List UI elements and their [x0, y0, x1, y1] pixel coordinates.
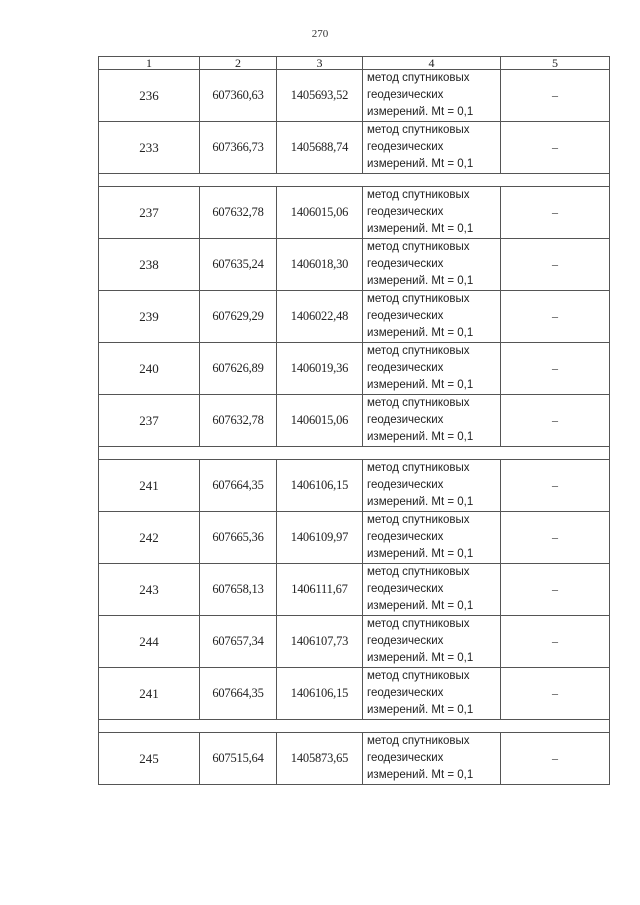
point-number-cell: 238 — [99, 239, 200, 291]
table-row — [99, 616, 610, 668]
y-coordinate-cell: 1406106,15 — [277, 668, 363, 720]
x-coordinate-cell: 607360,63 — [200, 70, 277, 122]
y-coordinate-cell: 1406022,48 — [277, 291, 363, 343]
method-cell — [363, 122, 501, 174]
table-row — [99, 395, 610, 447]
method-text-line: геодезических — [367, 206, 444, 218]
point-number-cell: 233 — [99, 122, 200, 174]
method-text-line: метод спутниковых — [367, 566, 470, 578]
method-text-line: измерений. Mt = 0,1 — [367, 106, 474, 118]
page-number: 270 — [311, 28, 329, 40]
method-cell — [363, 512, 501, 564]
method-text-line: метод спутниковых — [367, 462, 470, 474]
x-coordinate-cell: 607515,64 — [200, 733, 277, 785]
method-text-line: метод спутниковых — [367, 241, 470, 253]
table-row — [99, 512, 610, 564]
method-text-line: геодезических — [367, 531, 444, 543]
header-col-4: 4 — [363, 57, 501, 70]
y-coordinate-cell: 1406019,36 — [277, 343, 363, 395]
y-coordinate-cell: 1406107,73 — [277, 616, 363, 668]
method-cell — [363, 291, 501, 343]
point-number-cell: 245 — [99, 733, 200, 785]
col5-cell: – — [501, 512, 610, 564]
x-coordinate-cell: 607632,78 — [200, 187, 277, 239]
group-separator-row — [99, 720, 610, 733]
group-separator-row — [99, 174, 610, 187]
coordinates-table — [98, 56, 610, 785]
table-row — [99, 564, 610, 616]
method-cell — [363, 343, 501, 395]
method-text-line: измерений. Mt = 0,1 — [367, 600, 474, 612]
x-coordinate-cell: 607629,29 — [200, 291, 277, 343]
method-cell — [363, 460, 501, 512]
col5-cell: – — [501, 395, 610, 447]
table-row — [99, 668, 610, 720]
method-text-line: геодезических — [367, 635, 444, 647]
point-number-cell: 243 — [99, 564, 200, 616]
method-text-line: геодезических — [367, 583, 444, 595]
table-body — [99, 70, 610, 785]
method-text-line: измерений. Mt = 0,1 — [367, 548, 474, 560]
x-coordinate-cell: 607626,89 — [200, 343, 277, 395]
table-row — [99, 460, 610, 512]
y-coordinate-cell: 1405688,74 — [277, 122, 363, 174]
method-text-line: измерений. Mt = 0,1 — [367, 275, 474, 287]
table-header-row — [99, 57, 610, 70]
y-coordinate-cell: 1406109,97 — [277, 512, 363, 564]
method-text-line: измерений. Mt = 0,1 — [367, 379, 474, 391]
header-col-3: 3 — [277, 57, 363, 70]
table-row — [99, 187, 610, 239]
method-cell — [363, 733, 501, 785]
method-text-line: измерений. Mt = 0,1 — [367, 158, 474, 170]
x-coordinate-cell: 607635,24 — [200, 239, 277, 291]
method-text-line: геодезических — [367, 414, 444, 426]
point-number-cell: 241 — [99, 668, 200, 720]
col5-cell: – — [501, 668, 610, 720]
method-text-line: геодезических — [367, 310, 444, 322]
coordinates-table-container — [98, 56, 609, 785]
header-col-5: 5 — [501, 57, 610, 70]
method-text-line: измерений. Mt = 0,1 — [367, 431, 474, 443]
col5-cell: – — [501, 343, 610, 395]
method-text-line: измерений. Mt = 0,1 — [367, 496, 474, 508]
x-coordinate-cell: 607665,36 — [200, 512, 277, 564]
col5-cell: – — [501, 291, 610, 343]
col5-cell: – — [501, 239, 610, 291]
group-separator-cell — [99, 174, 610, 187]
x-coordinate-cell: 607664,35 — [200, 460, 277, 512]
col5-cell: – — [501, 187, 610, 239]
method-text-line: метод спутниковых — [367, 345, 470, 357]
method-text-line: измерений. Mt = 0,1 — [367, 704, 474, 716]
method-text-line: измерений. Mt = 0,1 — [367, 652, 474, 664]
method-cell — [363, 564, 501, 616]
x-coordinate-cell: 607664,35 — [200, 668, 277, 720]
method-text-line: геодезических — [367, 479, 444, 491]
method-text-line: геодезических — [367, 141, 444, 153]
point-number-cell: 244 — [99, 616, 200, 668]
method-text-line: метод спутниковых — [367, 618, 470, 630]
x-coordinate-cell: 607366,73 — [200, 122, 277, 174]
point-number-cell: 240 — [99, 343, 200, 395]
table-row — [99, 70, 610, 122]
y-coordinate-cell: 1406111,67 — [277, 564, 363, 616]
method-text-line: метод спутниковых — [367, 189, 470, 201]
x-coordinate-cell: 607657,34 — [200, 616, 277, 668]
method-text-line: измерений. Mt = 0,1 — [367, 223, 474, 235]
method-cell — [363, 395, 501, 447]
method-text-line: метод спутниковых — [367, 514, 470, 526]
table-row — [99, 291, 610, 343]
x-coordinate-cell: 607632,78 — [200, 395, 277, 447]
method-cell — [363, 187, 501, 239]
point-number-cell: 239 — [99, 291, 200, 343]
header-col-2: 2 — [200, 57, 277, 70]
y-coordinate-cell: 1406018,30 — [277, 239, 363, 291]
method-text-line: измерений. Mt = 0,1 — [367, 769, 474, 781]
method-text-line: метод спутниковых — [367, 293, 470, 305]
table-row — [99, 239, 610, 291]
point-number-cell: 241 — [99, 460, 200, 512]
x-coordinate-cell: 607658,13 — [200, 564, 277, 616]
point-number-cell: 237 — [99, 395, 200, 447]
y-coordinate-cell: 1406015,06 — [277, 395, 363, 447]
y-coordinate-cell: 1405693,52 — [277, 70, 363, 122]
header-col-1: 1 — [99, 57, 200, 70]
method-text-line: геодезических — [367, 752, 444, 764]
group-separator-cell — [99, 447, 610, 460]
method-text-line: геодезических — [367, 362, 444, 374]
method-text-line: метод спутниковых — [367, 72, 470, 84]
group-separator-cell — [99, 720, 610, 733]
col5-cell: – — [501, 564, 610, 616]
method-text-line: метод спутниковых — [367, 397, 470, 409]
col5-cell: – — [501, 70, 610, 122]
point-number-cell: 242 — [99, 512, 200, 564]
method-cell — [363, 668, 501, 720]
table-row — [99, 733, 610, 785]
group-separator-row — [99, 447, 610, 460]
method-text-line: геодезических — [367, 687, 444, 699]
y-coordinate-cell: 1405873,65 — [277, 733, 363, 785]
col5-cell: – — [501, 122, 610, 174]
method-cell — [363, 616, 501, 668]
method-text-line: геодезических — [367, 89, 444, 101]
col5-cell: – — [501, 460, 610, 512]
method-cell — [363, 70, 501, 122]
method-text-line: метод спутниковых — [367, 670, 470, 682]
point-number-cell: 237 — [99, 187, 200, 239]
method-text-line: измерений. Mt = 0,1 — [367, 327, 474, 339]
col5-cell: – — [501, 733, 610, 785]
method-cell — [363, 239, 501, 291]
table-row — [99, 343, 610, 395]
method-text-line: метод спутниковых — [367, 735, 470, 747]
point-number-cell: 236 — [99, 70, 200, 122]
table-row — [99, 122, 610, 174]
y-coordinate-cell: 1406106,15 — [277, 460, 363, 512]
method-text-line: геодезических — [367, 258, 444, 270]
y-coordinate-cell: 1406015,06 — [277, 187, 363, 239]
col5-cell: – — [501, 616, 610, 668]
method-text-line: метод спутниковых — [367, 124, 470, 136]
